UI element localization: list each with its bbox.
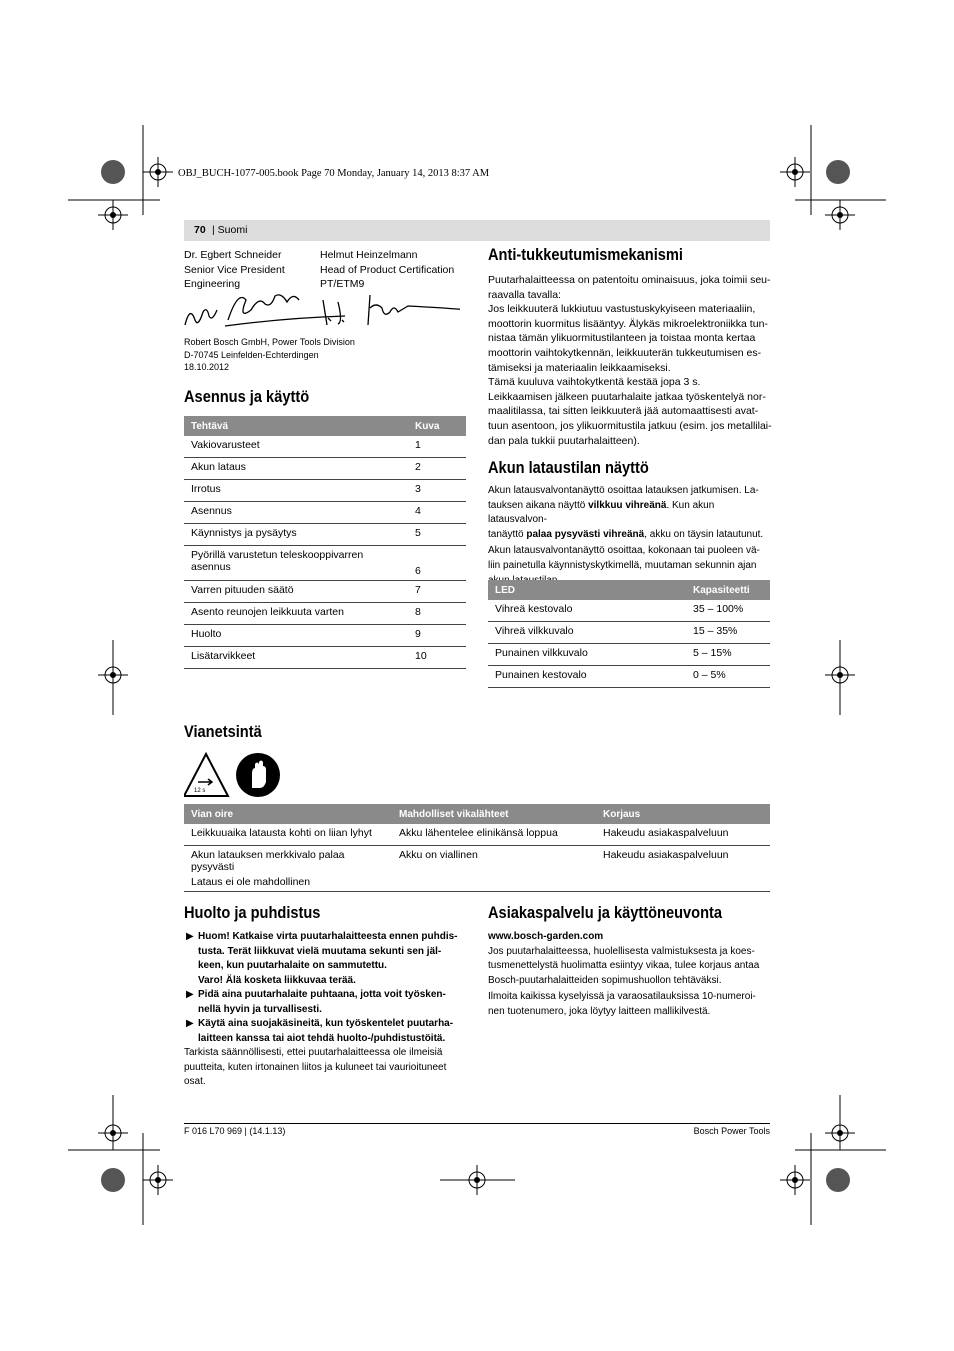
bullet-item: ▶ Pidä aina puutarhalaite puhtaana, jotta voit työsken- nellä hyvin ja turvallisesti.: [186, 989, 446, 1015]
signer-left: Dr. Egbert Schneider Senior Vice President Engineering: [184, 249, 285, 290]
table-row: Käynnistys ja pysäytys 5: [184, 524, 466, 546]
bullet-item: ▶ Huom! Katkaise virta puutarhalaitteesta ennen puhdis- tusta. Terät liikkuvat vielä muutama sekunti sen jäl- keen, kun puutarhalaite on sammutettu. Varo! Älä kosketa liikkuvaa terää.: [186, 931, 458, 986]
akun-text: Akun latausvalvontanäyttö osoittaa latauksen jatkumisen. La- tauksen aikana näyttö vilkkuu vihreänä. Kun akun latausvalvon- tanäyttö palaa pysyvästi vihreänä, akku on täysin latautunut. Akun latausvalvontanäyttö osoittaa, kokonaan tai puoleen vä- liin painetulla käynnistyskytkimellä, muutaman sekunnin ajan: [488, 485, 764, 571]
table-row: Vihreä kestovalo 35 – 100%: [488, 600, 770, 622]
viane-title: Vianetsintä: [184, 722, 262, 741]
asiak-title: Asiakaspalvelu ja käyttöneuvonta: [488, 903, 723, 922]
page-bar: [184, 220, 770, 241]
asennus-table: [184, 416, 466, 669]
table-row: Punainen kestovalo 0 – 5%: [488, 666, 770, 688]
table-row: Akun latauksen merkkivalo palaa pysyvästi Lataus ei ole mahdollinen Akku on viallinen Hakeudu asiakaspalveluun: [184, 846, 770, 892]
company-address: Robert Bosch GmbH, Power Tools Division D-70745 Leinfelden-Echterdingen 18.10.2012: [184, 337, 355, 372]
anti-text: Puutarhalaitteessa on patentoitu ominaisuus, joka toimii seu- raavalla tavalla: Jos leikkuuterä lukkiutuu vastustuskykyiseen materiaaliin, moottorin kuormitus lisääntyy. Älykäs mikroelektroniikka tun- nistaa tämän ylikuormitustilanteen ja toistaa monta kertaa moottorin vaihtokytkennän, leikkuuterän tukkeutumisen es- tämiseksi ja materiaalin leikkaamiseksi. Tämä kuuluva vaihtokytkentä kestää jopa 3 s. Leikkaamisen jälkeen puutarhalaite jatkaa työskentelyä nor- maalitilassa, tai sitten leikkuuterä jää automaattisesti avat- tuun asentoon, jos ylikuormitustila jatkuu (esim. jos metallilai- dan pala tukkii puutarhalaitteen).: [488, 274, 772, 447]
section-label: | Suomi: [212, 224, 248, 236]
svg-text:12 s: 12 s: [194, 788, 206, 794]
col-header: Mahdolliset vikalähteet: [392, 804, 596, 824]
asiak-text: www.bosch-garden.com Jos puutarhalaitteessa, huolellisesta valmistuksesta ja koes- tusmenettelystä huolimatta esiintyy vikaa, tulee korjaus antaa Bosch-puutarhalaitteiden sopimushuollon tehtäväksi. Ilmoita kaikissa kyselyissä ja varaosatilauksissa 10-numeroi- nen tuotenumero, joka löytyy laitteen mallikilvestä.: [488, 930, 772, 1019]
footer-left: F 016 L70 969 | (14.1.13): [184, 1126, 286, 1136]
col-header: Vian oire: [184, 804, 392, 824]
table-row: Akun lataus 2: [184, 458, 466, 480]
table-row: Asento reunojen leikkuuta varten 8: [184, 603, 466, 625]
huolto-title: Huolto ja puhdistus: [184, 903, 321, 922]
col-header: Kapasiteetti: [686, 580, 770, 600]
led-table: [488, 580, 770, 688]
table-row: Pyörillä varustetun teleskooppivarren asennus 6: [184, 546, 466, 581]
col-header: Kuva: [408, 416, 466, 436]
col-header: LED: [488, 580, 686, 600]
safety-icons: [184, 752, 284, 798]
gloves-icon: [236, 753, 280, 797]
anti-title: Anti-tukkeutumismekanismi: [488, 245, 683, 264]
huolto-text: ▶ Huom! Katkaise virta puutarhalaitteesta ennen puhdis- tusta. Terät liikkuvat vielä muutama sekunti sen jäl- keen, kun puutarhalaite on sammutettu. Varo! Älä kosketa liikkuvaa terää. ▶ Pidä aina puutarhalaite puhtaana, jotta voit työsken- nellä hyvin ja turvallisesti. ▶ Käytä aina suojakäsineitä, kun työskentelet puutarha- laitteen kanssa tai aiot tehdä huolto-/puhdistustöitä. Tarkista säännöllisesti, ettei puutarhalaitteessa ole ilmeisiä puutteita, kuten irtonainen liitos ja kuluneet tai vaurioituneet osat.: [184, 930, 468, 1090]
website-link[interactable]: www.bosch-garden.com: [488, 931, 604, 942]
table-row: Punainen vilkkuvalo 5 – 15%: [488, 644, 770, 666]
akun-title: Akun lataustilan näyttö: [488, 458, 649, 477]
warning-icon: [184, 754, 228, 796]
table-row: Huolto 9: [184, 625, 466, 647]
table-row: Leikkuuaika latausta kohti on liian lyhyt Akku lähentelee elinikänsä loppua Hakeudu asiakaspalveluun: [184, 824, 770, 846]
table-row: Lisätarvikkeet 10: [184, 647, 466, 669]
footer-rule: [184, 1123, 770, 1124]
col-header: Tehtävä: [184, 416, 408, 436]
table-row: Vakiovarusteet 1: [184, 436, 466, 458]
trouble-table: [184, 804, 770, 892]
table-row: Vihreä vilkkuvalo 15 – 35%: [488, 622, 770, 644]
print-header: OBJ_BUCH-1077-005.book Page 70 Monday, January 14, 2013 8:37 AM: [178, 168, 490, 179]
bullet-item: ▶ Käytä aina suojakäsineitä, kun työskentelet puutarha- laitteen kanssa tai aiot tehdä huolto-/puhdistustöitä.: [186, 1018, 454, 1044]
signer-right: Helmut Heinzelmann Head of Product Certification PT/ETM9: [320, 249, 455, 290]
table-row: Irrotus 3: [184, 480, 466, 502]
col-header: Korjaus: [596, 804, 770, 824]
asennus-title: Asennus ja käyttö: [184, 387, 310, 406]
page-number: 70: [194, 224, 206, 236]
handwritten-signatures: [180, 290, 460, 335]
footer-right: Bosch Power Tools: [693, 1126, 770, 1136]
table-row: Varren pituuden säätö 7: [184, 581, 466, 603]
table-row: Asennus 4: [184, 502, 466, 524]
